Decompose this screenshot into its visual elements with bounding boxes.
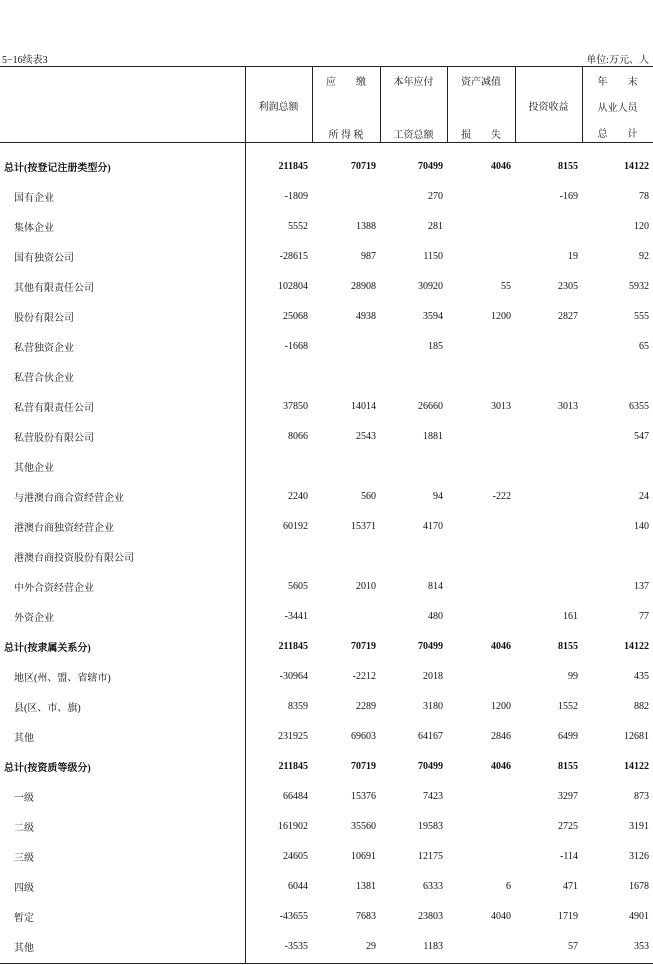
row-label: 外资企业 xyxy=(14,612,54,624)
cell-value: 2010 xyxy=(356,580,376,592)
cell-value: 185 xyxy=(428,340,443,352)
table-row xyxy=(0,391,653,421)
cell-value: 78 xyxy=(639,190,649,202)
cell-value xyxy=(447,931,515,961)
cell-value xyxy=(447,601,515,631)
cell-value: 2827 xyxy=(558,310,578,322)
row-label: 三级 xyxy=(14,852,34,864)
col-header-impairment: 资产减值 损 失 xyxy=(461,77,501,141)
table-row xyxy=(0,571,653,601)
table-row xyxy=(0,871,653,901)
cell-value: -1809 xyxy=(284,190,308,202)
cell-value: 70499 xyxy=(418,640,443,652)
cell-value xyxy=(245,361,312,391)
cell-value xyxy=(312,601,380,631)
cell-value: 8359 xyxy=(288,700,308,712)
row-label: 港澳台商独资经营企业 xyxy=(14,522,114,534)
cell-value xyxy=(447,811,515,841)
cell-value: 64167 xyxy=(418,730,443,742)
cell-value: 4046 xyxy=(491,760,511,772)
cell-value: 2240 xyxy=(288,490,308,502)
table-row xyxy=(0,541,653,571)
row-label: 四级 xyxy=(14,882,34,894)
cell-value: 2725 xyxy=(558,820,578,832)
cell-value: 28908 xyxy=(351,280,376,292)
cell-value: 2305 xyxy=(558,280,578,292)
cell-value xyxy=(515,571,582,601)
cell-value: -43655 xyxy=(279,910,308,922)
table-row xyxy=(0,841,653,871)
cell-value xyxy=(380,451,447,481)
cell-value: 15371 xyxy=(351,520,376,532)
cell-value xyxy=(312,451,380,481)
cell-value: 5932 xyxy=(629,280,649,292)
cell-value: 70719 xyxy=(351,760,376,772)
table-row xyxy=(0,721,653,751)
cell-value: 10691 xyxy=(351,850,376,862)
cell-value: 555 xyxy=(634,310,649,322)
cell-value: 5605 xyxy=(288,580,308,592)
cell-value xyxy=(582,541,653,571)
cell-value: 6499 xyxy=(558,730,578,742)
cell-value: 4046 xyxy=(491,640,511,652)
cell-value: 3013 xyxy=(491,400,511,412)
cell-value: 35560 xyxy=(351,820,376,832)
cell-value: 2543 xyxy=(356,430,376,442)
row-label: 集体企业 xyxy=(14,222,54,234)
cell-value: 92 xyxy=(639,250,649,262)
cell-value xyxy=(515,451,582,481)
cell-value xyxy=(312,361,380,391)
table-row xyxy=(0,211,653,241)
cell-value: 14122 xyxy=(624,760,649,772)
cell-value xyxy=(312,331,380,361)
row-label: 地区(州、盟、省辖市) xyxy=(14,672,111,684)
cell-value: 12175 xyxy=(418,850,443,862)
cell-value xyxy=(447,781,515,811)
cell-value xyxy=(515,331,582,361)
col-header-income-tax: 应 缴 所 得 税 xyxy=(326,77,366,141)
cell-value: 8155 xyxy=(558,640,578,652)
cell-value: 1200 xyxy=(491,310,511,322)
cell-value: 4901 xyxy=(629,910,649,922)
row-label: 股份有限公司 xyxy=(14,312,74,324)
cell-value xyxy=(447,541,515,571)
cell-value: 94 xyxy=(433,490,443,502)
cell-value: 211845 xyxy=(278,160,308,172)
cell-value xyxy=(447,331,515,361)
row-label: 总计(按资质等级分) xyxy=(4,762,91,774)
cell-value: 1881 xyxy=(423,430,443,442)
cell-value xyxy=(515,361,582,391)
cell-value: 12681 xyxy=(624,730,649,742)
cell-value: 3180 xyxy=(423,700,443,712)
table-id: 5−16续表3 xyxy=(2,55,48,66)
cell-value: 1183 xyxy=(423,940,443,952)
cell-value xyxy=(582,451,653,481)
cell-value: 120 xyxy=(634,220,649,232)
cell-value xyxy=(447,421,515,451)
table-row xyxy=(0,901,653,931)
cell-value: 873 xyxy=(634,790,649,802)
cell-value: 14122 xyxy=(624,640,649,652)
table-row xyxy=(0,601,653,631)
cell-value: 6333 xyxy=(423,880,443,892)
cell-value: 14014 xyxy=(351,400,376,412)
cell-value: 882 xyxy=(634,700,649,712)
table-total-row xyxy=(0,751,653,781)
cell-value: 7683 xyxy=(356,910,376,922)
cell-value xyxy=(312,181,380,211)
cell-value: 19 xyxy=(568,250,578,262)
col-header-wages: 本年应付 工资总额 xyxy=(393,77,434,141)
row-label: 其他有限责任公司 xyxy=(14,282,94,294)
cell-value: 26660 xyxy=(418,400,443,412)
table-row xyxy=(0,421,653,451)
cell-value: 37850 xyxy=(283,400,308,412)
cell-value: -114 xyxy=(560,850,578,862)
cell-value: 1678 xyxy=(629,880,649,892)
cell-value: 270 xyxy=(428,190,443,202)
cell-value xyxy=(447,511,515,541)
table-row xyxy=(0,241,653,271)
table-row xyxy=(0,301,653,331)
data-table xyxy=(0,151,653,961)
cell-value: 4040 xyxy=(491,910,511,922)
cell-value xyxy=(245,541,312,571)
unit-label: 单位:万元、人 xyxy=(586,55,649,66)
row-label: 总计(按登记注册类型分) xyxy=(4,162,111,174)
cell-value: 211845 xyxy=(278,640,308,652)
cell-value: 1552 xyxy=(558,700,578,712)
row-label: 私营股份有限公司 xyxy=(14,432,94,444)
cell-value: 2289 xyxy=(356,700,376,712)
row-label: 私营合伙企业 xyxy=(14,372,74,384)
cell-value: 4938 xyxy=(356,310,376,322)
cell-value: 55 xyxy=(501,280,511,292)
cell-value: 1150 xyxy=(423,250,443,262)
cell-value: 70719 xyxy=(351,640,376,652)
cell-value xyxy=(245,451,312,481)
cell-value: -28615 xyxy=(279,250,308,262)
cell-value xyxy=(582,361,653,391)
row-label: 一级 xyxy=(14,792,34,804)
cell-value xyxy=(447,211,515,241)
row-label: 总计(按隶属关系分) xyxy=(4,642,91,654)
cell-value: 5552 xyxy=(288,220,308,232)
cell-value: 161902 xyxy=(278,820,308,832)
table-row xyxy=(0,481,653,511)
cell-value: 814 xyxy=(428,580,443,592)
table-row xyxy=(0,511,653,541)
table-row xyxy=(0,661,653,691)
cell-value xyxy=(447,451,515,481)
cell-value: 6 xyxy=(506,880,511,892)
cell-value: 60192 xyxy=(283,520,308,532)
cell-value: 3191 xyxy=(629,820,649,832)
cell-value: 6355 xyxy=(629,400,649,412)
table-total-row xyxy=(0,631,653,661)
cell-value: 24605 xyxy=(283,850,308,862)
cell-value: 7423 xyxy=(423,790,443,802)
cell-value: 1719 xyxy=(558,910,578,922)
cell-value: 4170 xyxy=(423,520,443,532)
table-row xyxy=(0,781,653,811)
cell-value: 25068 xyxy=(283,310,308,322)
cell-value: 102804 xyxy=(278,280,308,292)
cell-value: 987 xyxy=(361,250,376,262)
cell-value: 3594 xyxy=(423,310,443,322)
row-label: 中外合资经营企业 xyxy=(14,582,94,594)
row-label: 其他企业 xyxy=(14,462,54,474)
cell-value: 15376 xyxy=(351,790,376,802)
cell-value: 70499 xyxy=(418,760,443,772)
col-header-employees: 年 末 从业人员 总 计 xyxy=(597,77,638,140)
cell-value: -2212 xyxy=(352,670,376,682)
cell-value: 70499 xyxy=(418,160,443,172)
col-header-profit: 利润总额 xyxy=(258,102,299,113)
cell-value xyxy=(447,361,515,391)
cell-value: 560 xyxy=(361,490,376,502)
cell-value: 353 xyxy=(634,940,649,952)
table-row xyxy=(0,271,653,301)
cell-value xyxy=(515,421,582,451)
table-row xyxy=(0,361,653,391)
cell-value: -1668 xyxy=(284,340,308,352)
row-label: 国有独资公司 xyxy=(14,252,74,264)
cell-value: 6044 xyxy=(288,880,308,892)
cell-value: 211845 xyxy=(278,760,308,772)
table-row xyxy=(0,181,653,211)
cell-value: 137 xyxy=(634,580,649,592)
header-bottom-rule xyxy=(0,142,653,143)
row-label: 二级 xyxy=(14,822,34,834)
cell-value: 23803 xyxy=(418,910,443,922)
row-label: 私营独资企业 xyxy=(14,342,74,354)
cell-value: 480 xyxy=(428,610,443,622)
cell-value: 8155 xyxy=(558,760,578,772)
cell-value: 69603 xyxy=(351,730,376,742)
table-row xyxy=(0,691,653,721)
cell-value xyxy=(380,361,447,391)
cell-value: 66484 xyxy=(283,790,308,802)
cell-value: 3297 xyxy=(558,790,578,802)
cell-value: -222 xyxy=(492,490,511,502)
cell-value: -169 xyxy=(559,190,578,202)
cell-value: 2018 xyxy=(423,670,443,682)
cell-value: 471 xyxy=(563,880,578,892)
cell-value: 14122 xyxy=(624,160,649,172)
cell-value: 435 xyxy=(634,670,649,682)
cell-value xyxy=(447,241,515,271)
row-label: 暂定 xyxy=(14,912,34,924)
top-rule xyxy=(0,66,653,67)
cell-value: -30964 xyxy=(279,670,308,682)
table-total-row xyxy=(0,151,653,181)
table-row xyxy=(0,931,653,961)
cell-value: 99 xyxy=(568,670,578,682)
row-label: 私营有限责任公司 xyxy=(14,402,94,414)
row-label: 港澳台商投资股份有限公司 xyxy=(14,552,134,564)
cell-value: 1388 xyxy=(356,220,376,232)
cell-value: 1381 xyxy=(356,880,376,892)
cell-value: 4046 xyxy=(491,160,511,172)
cell-value: 29 xyxy=(366,940,376,952)
cell-value: 2846 xyxy=(491,730,511,742)
cell-value: 65 xyxy=(639,340,649,352)
cell-value: 547 xyxy=(634,430,649,442)
cell-value: 57 xyxy=(568,940,578,952)
cell-value xyxy=(447,841,515,871)
cell-value xyxy=(312,541,380,571)
cell-value: 3013 xyxy=(558,400,578,412)
cell-value: 30920 xyxy=(418,280,443,292)
row-label: 其他 xyxy=(14,942,34,954)
cell-value: 8066 xyxy=(288,430,308,442)
cell-value: 8155 xyxy=(558,160,578,172)
cell-value: 70719 xyxy=(351,160,376,172)
table-row xyxy=(0,331,653,361)
table-row xyxy=(0,451,653,481)
cell-value xyxy=(515,211,582,241)
cell-value: 3126 xyxy=(629,850,649,862)
table-row xyxy=(0,811,653,841)
cell-value xyxy=(515,541,582,571)
row-label: 国有企业 xyxy=(14,192,54,204)
cell-value: 140 xyxy=(634,520,649,532)
cell-value: 24 xyxy=(639,490,649,502)
cell-value xyxy=(515,511,582,541)
cell-value: 281 xyxy=(428,220,443,232)
row-label: 与港澳台商合资经营企业 xyxy=(14,492,124,504)
cell-value xyxy=(380,541,447,571)
cell-value: 1200 xyxy=(491,700,511,712)
cell-value: 161 xyxy=(563,610,578,622)
cell-value xyxy=(515,481,582,511)
cell-value: 19583 xyxy=(418,820,443,832)
cell-value: 77 xyxy=(639,610,649,622)
row-label: 县(区、市、旗) xyxy=(14,702,81,714)
cell-value: -3535 xyxy=(284,940,308,952)
bottom-rule xyxy=(0,963,653,964)
cell-value: 231925 xyxy=(278,730,308,742)
row-label: 其他 xyxy=(14,732,34,744)
cell-value xyxy=(447,661,515,691)
cell-value xyxy=(447,571,515,601)
col-header-investment-income: 投资收益 xyxy=(528,102,569,113)
cell-value xyxy=(447,181,515,211)
cell-value: -3441 xyxy=(284,610,308,622)
